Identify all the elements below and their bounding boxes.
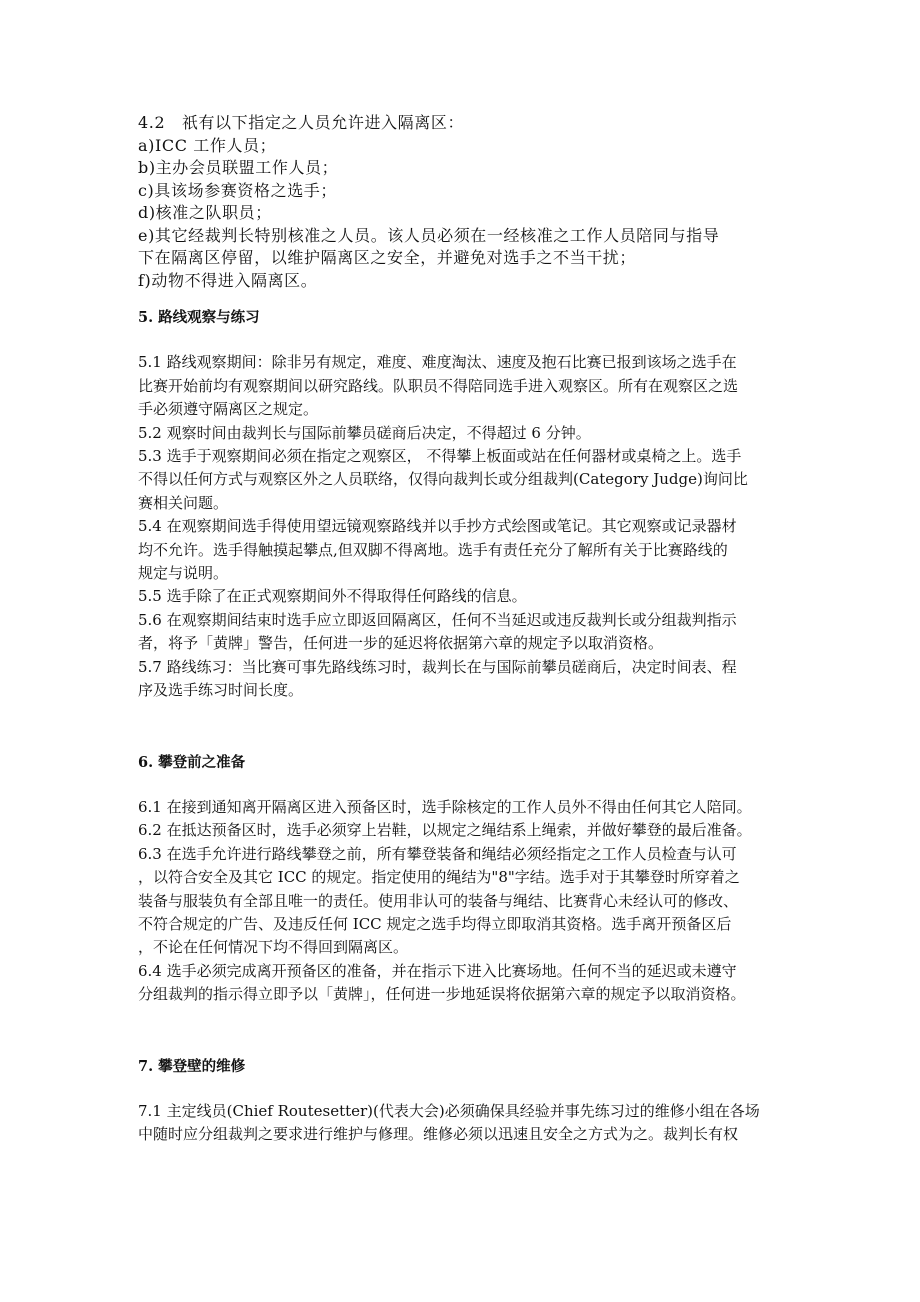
section-6-title: 6. 攀登前之准备 (138, 753, 246, 771)
paragraph-line: 手必须遵守隔离区之规定。 (138, 400, 319, 419)
paragraph-line: 5.4 在观察期间选手得使用望远镜观察路线并以手抄方式绘图或笔记。其它观察或记录器材 (138, 517, 737, 536)
list-item: d)核准之队职员； (138, 203, 272, 222)
paragraph-line: 装备与服装负有全部且唯一的责任。使用非认可的装备与绳结、比赛背心未经认可的修改、 (138, 891, 739, 910)
paragraph-line: 5.7 路线练习：当比赛可事先路线练习时，裁判长在与国际前攀员磋商后，决定时间表、程 (138, 657, 737, 676)
list-item: e)其它经裁判长特别核准之人员。该人员必须在一经核准之工作人员陪同与指导 (138, 225, 720, 245)
paragraph-line: 均不允许。选手得触摸起攀点,但双脚不得离地。选手有责任充分了解所有关于比赛路线的 (138, 540, 728, 559)
list-item: f)动物不得进入隔离区。 (138, 270, 318, 290)
list-item: 下在隔离区停留，以维护隔离区之安全，并避免对选手之不当干扰； (138, 248, 637, 267)
paragraph-line: 6.3 在选手允许进行路线攀登之前，所有攀登装备和绳结必须经指定之工作人员检查与认可 (138, 844, 737, 863)
section-4-2-heading: 4.2 祇有以下指定之人员允许进入隔离区： (138, 113, 465, 132)
paragraph-line: 7.1 主定线员(Chief Routesetter)(代表大会)必须确保具经验并事先练习过的维修小组在各场 (138, 1101, 760, 1120)
paragraph-line: ，不论在任何情况下均不得回到隔离区。 (138, 938, 409, 957)
paragraph-line: 6.2 在抵达预备区时，选手必须穿上岩鞋，以规定之绳结系上绳索，并做好攀登的最后准备。 (138, 821, 752, 840)
paragraph-line: 5.5 选手除了在正式观察期间外不得取得任何路线的信息。 (138, 587, 527, 606)
paragraph-line: 比赛开始前均有观察期间以研究路线。队职员不得陪同选手进入观察区。所有在观察区之选 (138, 376, 739, 395)
section-4-2 (138, 112, 798, 292)
list-item: b)主办会员联盟工作人员； (138, 158, 339, 177)
paragraph-line: 5.6 在观察期间结束时选手应立即返回隔离区，任何不当延迟或违反裁判长或分组裁判指示 (138, 610, 737, 629)
paragraph-line: 中随时应分组裁判之要求进行维护与修理。维修必须以迅速且安全之方式为之。裁判长有权 (138, 1125, 739, 1144)
paragraph-line: 者，将予「黄牌」警告，任何进一步的延迟将依据第六章的规定予以取消资格。 (138, 634, 664, 653)
paragraph-line: ，以符合安全及其它 ICC 的规定。指定使用的绳结为"8"字结。选手对于其攀登时所穿着之 (138, 868, 740, 887)
paragraph-line: 赛相关问题。 (138, 493, 229, 512)
paragraph-line: 分组裁判的指示得立即予以「黄牌」，任何进一步地延误将依据第六章的规定予以取消资格。 (138, 985, 746, 1004)
document-body (138, 306, 788, 1147)
list-item: a)ICC 工作人员； (138, 135, 277, 155)
paragraph-line: 5.3 选手于观察期间必须在指定之观察区， 不得攀上板面或站在任何器材或桌椅之上。选手 (138, 447, 742, 466)
paragraph-line: 序及选手练习时间长度。 (138, 681, 304, 700)
paragraph-line: 6.1 在接到通知离开隔离区进入预备区时，选手除核定的工作人员外不得由任何其它人陪同。 (138, 797, 752, 816)
paragraph-line: 5.2 观察时间由裁判长与国际前攀员磋商后决定，不得超过 6 分钟。 (138, 423, 591, 442)
paragraph-line: 不得以任何方式与观察区外之人员联络，仅得向裁判长或分组裁判(Category Judge)询问比 (138, 470, 748, 489)
section-5-title: 5. 路线观察与练习 (138, 309, 260, 326)
paragraph-line: 不符合规定的广告、及违反任何 ICC 规定之选手均得立即取消其资格。选手离开预备区后 (138, 914, 732, 933)
list-item: c)具该场参赛资格之选手； (138, 180, 338, 200)
paragraph-line: 6.4 选手必须完成离开预备区的准备，并在指示下进入比赛场地。任何不当的延迟或未遵守 (138, 961, 737, 980)
paragraph-line: 规定与说明。 (138, 564, 229, 583)
section-7-title: 7. 攀登壁的维修 (138, 1057, 246, 1075)
paragraph-line: 5.1 路线观察期间：除非另有规定，难度、难度淘汰、速度及抱石比赛已报到该场之选手在 (138, 353, 737, 372)
